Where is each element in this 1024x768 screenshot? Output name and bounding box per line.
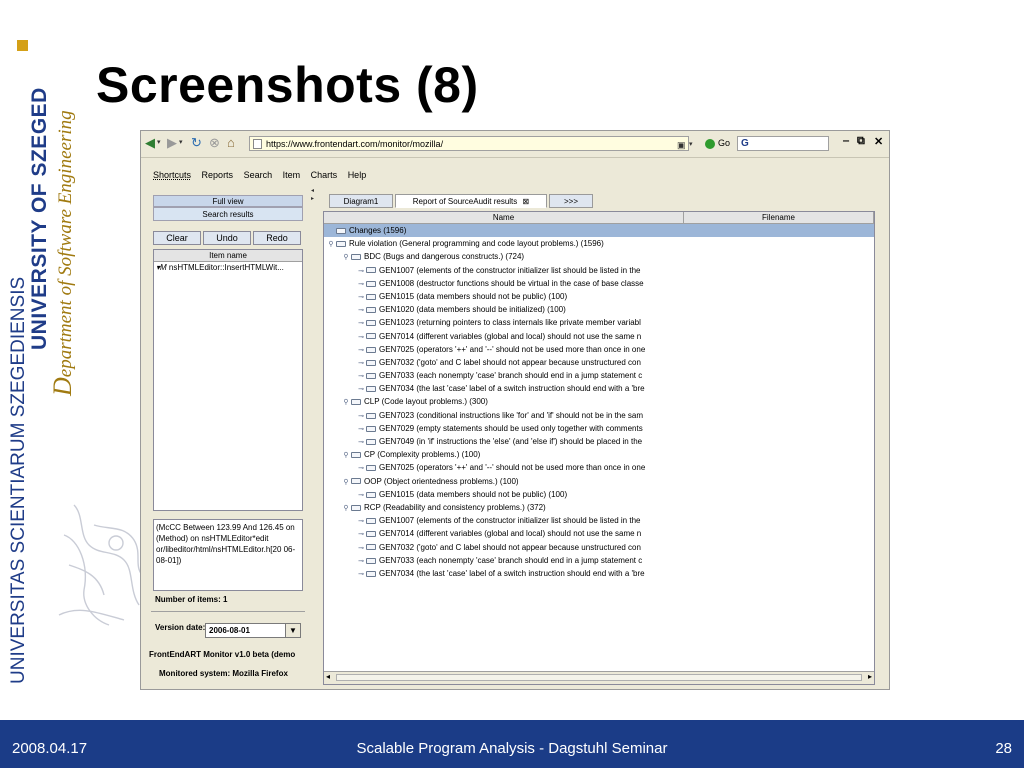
scroll-right-icon[interactable]: ▸ (867, 672, 872, 681)
leaf-connector-icon[interactable]: ⊸ (358, 491, 364, 499)
list-item-label: nsHTMLEditor::InsertHTMLWit... (168, 263, 284, 272)
left-tabs (153, 195, 303, 221)
slide-title: Screenshots (8) (96, 57, 479, 113)
department-name (48, 110, 78, 396)
folder-icon (366, 307, 376, 313)
home-icon[interactable]: ⌂ (227, 135, 235, 150)
tree-node-label: GEN7014 (different variables (global and local) should not use the same n (379, 331, 642, 341)
tab-report-label: Report of SourceAudit results (412, 197, 518, 206)
app-version-label: FrontEndART Monitor v1.0 beta (demo (149, 650, 296, 659)
folder-icon (351, 452, 361, 458)
tree-node-label: GEN1020 (data members should be initialized) (100) (379, 305, 566, 315)
tab-report-sourceaudit[interactable] (395, 194, 547, 208)
tree-node[interactable] (324, 422, 684, 435)
close-tab-icon[interactable]: ⊠ (522, 197, 530, 206)
method-icon: ▾M (156, 263, 169, 272)
tree-node[interactable] (324, 343, 684, 356)
tree-node-label: OOP (Object orientedness problems.) (100) (364, 476, 519, 486)
url-dropdown-icon[interactable]: ▾ (689, 141, 693, 148)
item-count: Number of items: 1 (155, 595, 228, 604)
tree-node[interactable] (324, 290, 684, 303)
folder-icon (366, 333, 376, 339)
column-header-filename[interactable]: Filename (684, 212, 874, 224)
back-dropdown-icon[interactable]: ▾ (157, 139, 161, 146)
tree-node-label: GEN7023 (conditional instructions like 'for' and 'if' should not be in the sam (379, 410, 644, 420)
menu-help[interactable]: Help (347, 170, 367, 180)
tree-node-label: GEN7032 ('goto' and C label should not appear because unstructured con (379, 357, 641, 367)
tree-node[interactable] (324, 567, 684, 580)
tree-node-label: GEN7014 (different variables (global and local) should not use the same n (379, 529, 642, 539)
tree-node[interactable] (324, 475, 684, 488)
tree-node[interactable] (324, 541, 684, 554)
leaf-connector-icon[interactable]: ⊸ (358, 386, 364, 394)
tree-node-label: CLP (Code layout problems.) (300) (364, 397, 488, 407)
tree-node-label: GEN1007 (elements of the constructor initializer list should be listed in the (379, 516, 641, 526)
version-row (155, 623, 307, 639)
folder-icon (351, 478, 361, 484)
menu-charts[interactable]: Charts (310, 170, 338, 180)
search-input[interactable] (737, 136, 829, 151)
history-buttons (153, 231, 303, 245)
expand-toggle-icon[interactable]: ⚲ (343, 399, 349, 407)
leaf-connector-icon[interactable]: ⊸ (358, 531, 364, 539)
leaf-connector-icon[interactable]: ⊸ (358, 373, 364, 381)
folder-icon (366, 320, 376, 326)
leaf-connector-icon[interactable]: ⊸ (358, 320, 364, 328)
department-initial: D (48, 377, 77, 396)
tree-node[interactable] (324, 250, 684, 263)
tree-node-label: GEN7025 (operators '++' and '--' should not be used more than once in one (379, 344, 646, 354)
folder-icon (366, 281, 376, 287)
divider (151, 611, 305, 612)
right-panel (321, 187, 883, 687)
menu-search[interactable]: Search (243, 170, 273, 180)
tree-node[interactable] (324, 277, 684, 290)
tree-node[interactable] (324, 501, 684, 514)
url-field[interactable] (249, 136, 689, 151)
folder-icon (366, 439, 376, 445)
tree-node-label: GEN7032 ('goto' and C label should not appear because unstructured con (379, 542, 641, 552)
clear-button[interactable]: Clear (153, 231, 201, 245)
folder-icon (366, 518, 376, 524)
latin-university-name: UNIVERSITAS SCIENTIARUM SZEGEDIENSIS (8, 276, 29, 684)
leaf-connector-icon[interactable]: ⊸ (358, 412, 364, 420)
left-panel (149, 187, 306, 687)
footer-title: Scalable Program Analysis - Dagstuhl Seminar (356, 740, 668, 757)
item-list-header[interactable]: Item name (154, 250, 302, 262)
folder-icon (366, 360, 376, 366)
tree-node-label: CP (Complexity problems.) (100) (364, 450, 481, 460)
list-item[interactable] (154, 262, 302, 273)
folder-icon (366, 558, 376, 564)
folder-icon (366, 373, 376, 379)
university-seal-watermark (54, 495, 149, 635)
leaf-connector-icon[interactable]: ⊸ (358, 307, 364, 315)
footer-date: 2008.04.17 (12, 740, 88, 757)
version-label: Version date: (155, 623, 206, 632)
leaf-connector-icon[interactable]: ⊸ (358, 293, 364, 301)
splitter-arrows-icon[interactable]: ◂ ▸ (311, 188, 315, 202)
leaf-connector-icon[interactable]: ⊸ (358, 333, 364, 341)
scroll-thumb[interactable] (336, 674, 862, 681)
minimize-icon[interactable]: ‒ (843, 135, 850, 147)
column-header-name[interactable]: Name (324, 212, 684, 224)
folder-icon (351, 399, 361, 405)
tree-node[interactable] (324, 316, 684, 329)
leaf-connector-icon[interactable]: ⊸ (358, 557, 364, 565)
tree-node-label: RCP (Readability and consistency problems.) (372) (364, 502, 546, 512)
folder-icon (366, 347, 376, 353)
browser-window (140, 130, 890, 690)
tree-node-label: GEN7029 (empty statements should be used only together with comments (379, 423, 643, 433)
url-bookmark-icon[interactable]: ▣ (677, 140, 686, 150)
tab-diagram1[interactable]: Diagram1 (329, 194, 393, 208)
forward-dropdown-icon[interactable]: ▾ (179, 139, 183, 146)
leaf-connector-icon[interactable]: ⊸ (358, 544, 364, 552)
folder-icon (366, 294, 376, 300)
leaf-connector-icon[interactable]: ⊸ (358, 267, 364, 275)
tree-node[interactable] (324, 330, 684, 343)
expand-toggle-icon[interactable]: ⚲ (343, 504, 349, 512)
folder-icon (366, 426, 376, 432)
item-list (153, 249, 303, 511)
folder-icon (366, 386, 376, 392)
redo-button[interactable]: Redo (253, 231, 301, 245)
tree-node[interactable] (324, 264, 684, 277)
url-text: https://www.frontendart.com/monitor/mozilla/ (266, 139, 444, 149)
go-button[interactable] (705, 136, 730, 151)
department-name-rest: epartment of Software Engineering (55, 110, 76, 378)
tab-full-view[interactable]: Full view (153, 195, 303, 207)
leaf-connector-icon[interactable]: ⊸ (358, 346, 364, 354)
leaf-connector-icon[interactable]: ⊸ (358, 359, 364, 367)
tree-node-label: BDC (Bugs and dangerous constructs.) (724) (364, 252, 525, 262)
tree-node-label: GEN7033 (each nonempty 'case' branch should end in a jump statement c (379, 555, 643, 565)
search-engine-icon: G (741, 138, 749, 149)
tree-node-label: GEN7034 (the last 'case' label of a switch instruction should end with a 'bre (379, 568, 645, 578)
menu-shortcuts[interactable]: Shortcuts (153, 170, 192, 180)
tree-node[interactable] (324, 237, 684, 250)
folder-icon (351, 254, 361, 260)
expand-toggle-icon[interactable]: ⚲ (343, 478, 349, 486)
leaf-connector-icon[interactable]: ⊸ (358, 425, 364, 433)
tree-node-label: GEN7049 (in 'if' instructions the 'else' (and 'else if') should be placed in the (379, 437, 643, 446)
tree-node-label: GEN7025 (operators '++' and '--' should not be used more than once in one (379, 463, 646, 473)
forward-arrow-icon[interactable]: ▶ (167, 135, 177, 150)
tree-node-label: GEN7033 (each nonempty 'case' branch should end in a jump statement c (379, 371, 643, 381)
tree-node[interactable] (324, 448, 684, 461)
results-tree-table (323, 211, 875, 685)
folder-icon (336, 241, 346, 247)
tab-search-results[interactable]: Search results (153, 207, 303, 221)
version-date-select[interactable]: 2006-08-01 (205, 623, 295, 638)
university-name: UNIVERSITY OF SZEGED (28, 87, 51, 350)
leaf-connector-icon[interactable]: ⊸ (358, 570, 364, 578)
app-menubar (149, 165, 884, 185)
folder-icon (366, 571, 376, 577)
browser-toolbar (141, 131, 889, 158)
slide-footer (0, 720, 1024, 768)
folder-icon (336, 228, 346, 234)
tree-node[interactable] (324, 382, 684, 395)
stop-icon[interactable]: ⊗ (209, 135, 220, 150)
folder-icon (366, 492, 376, 498)
monitored-system-label: Monitored system: Mozilla Firefox (159, 669, 288, 678)
folder-icon (366, 267, 376, 273)
expand-toggle-icon[interactable]: ⚲ (343, 452, 349, 460)
tree-node-label: GEN1008 (destructor functions should be virtual in the case of base classe (379, 278, 644, 288)
tree-node[interactable] (324, 409, 684, 422)
scroll-left-icon[interactable]: ◂ (326, 672, 331, 681)
tree-node-label: GEN1023 (returning pointers to class internals like private member variabl (379, 318, 641, 328)
tree-node-label: GEN7034 (the last 'case' label of a switch instruction should end with a 'bre (379, 384, 645, 394)
restore-icon[interactable]: ⧉ (857, 135, 865, 147)
tree-node[interactable] (324, 356, 684, 369)
menu-reports[interactable]: Reports (201, 170, 234, 180)
tree-node[interactable] (324, 488, 684, 501)
leaf-connector-icon[interactable]: ⊸ (358, 280, 364, 288)
tree-node[interactable] (324, 527, 684, 540)
tree-node-label: GEN1015 (data members should not be public) (100) (379, 489, 568, 499)
tree-node[interactable] (324, 435, 684, 448)
close-icon[interactable]: ✕ (874, 136, 884, 148)
panel-splitter[interactable] (311, 187, 317, 687)
expand-toggle-icon[interactable]: ⚲ (328, 241, 334, 249)
reload-icon[interactable]: ↻ (191, 135, 202, 150)
back-arrow-icon[interactable]: ◀ (145, 135, 155, 150)
tree-node-label: Rule violation (General programming and code layout problems.) (1596) (349, 239, 604, 249)
folder-icon (366, 465, 376, 471)
chevron-down-icon[interactable]: ▼ (285, 623, 301, 638)
item-detail-text: (McCC Between 123.99 And 126.45 on (Method) on nsHTMLEditor*edit or/libeditor/html/nsHTMLEditor.h[20 06-08-01]) (153, 519, 303, 591)
expand-toggle-icon[interactable]: ⚲ (343, 254, 349, 262)
leaf-connector-icon[interactable]: ⊸ (358, 439, 364, 446)
folder-icon (366, 413, 376, 419)
tree-rows (324, 224, 684, 580)
folder-icon (351, 505, 361, 511)
tree-node[interactable] (324, 461, 684, 474)
horizontal-scrollbar[interactable] (324, 671, 874, 684)
footer-page-number: 28 (995, 740, 1012, 757)
page-icon (253, 139, 262, 149)
tree-node-label: Changes (1596) (349, 226, 407, 235)
tree-node[interactable] (324, 303, 684, 316)
undo-button[interactable]: Undo (203, 231, 251, 245)
tree-node[interactable] (324, 514, 684, 527)
folder-icon (366, 531, 376, 537)
leaf-connector-icon[interactable]: ⊸ (358, 518, 364, 526)
tree-node[interactable] (324, 554, 684, 567)
tab-more[interactable]: >>> (549, 194, 593, 208)
leaf-connector-icon[interactable]: ⊸ (358, 465, 364, 473)
tree-node[interactable] (324, 395, 684, 408)
tree-node[interactable] (324, 224, 875, 237)
tree-node[interactable] (324, 369, 684, 382)
go-label: Go (718, 138, 731, 148)
tree-node-label: GEN1007 (elements of the constructor initializer list should be listed in the (379, 265, 641, 275)
menu-item[interactable]: Item (282, 170, 301, 180)
folder-icon (366, 544, 376, 550)
go-arrow-icon (705, 139, 715, 149)
tree-node-label: GEN1015 (data members should not be public) (100) (379, 291, 568, 301)
